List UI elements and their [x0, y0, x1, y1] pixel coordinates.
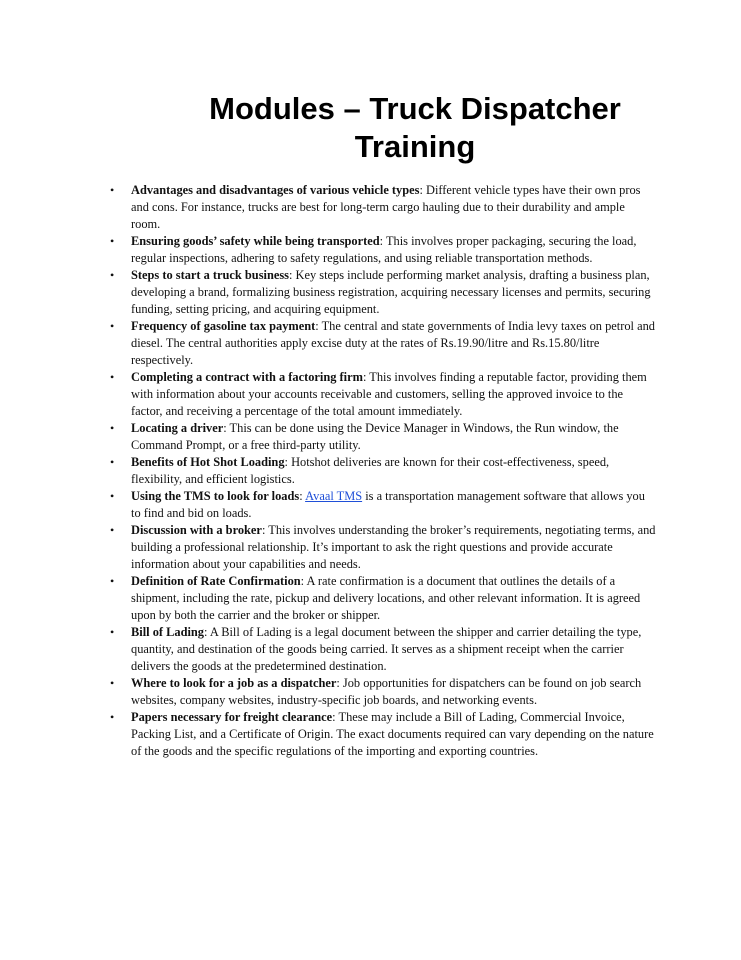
bullet-icon: • — [110, 676, 115, 690]
bullet-icon: • — [110, 370, 115, 384]
item-separator: : — [336, 676, 340, 690]
item-text: This involves finding a reputable factor, providing them with information about your accounts receivable and customers, selling the approved invoice to the factor, and receiving a percentage of the total amount immediately. — [131, 370, 647, 418]
item-text: This involves understanding the broker’s requirements, negotiating terms, and building a professional relationship. It’s important to ask the right questions and provide accurate information about your capabilities and needs. — [131, 523, 656, 571]
list-item — [104, 573, 656, 624]
item-term: Using the TMS to look for loads — [131, 489, 300, 503]
item-term: Papers necessary for freight clearance — [131, 710, 333, 724]
item-separator: : — [379, 234, 384, 248]
item-separator: : — [261, 523, 266, 537]
item-separator: : — [204, 625, 208, 639]
item-term: Discussion with a broker — [131, 523, 262, 537]
list-item — [104, 318, 656, 369]
item-term: Completing a contract with a factoring firm — [131, 370, 363, 384]
item-text: Hotshot deliveries are known for their cost-effectiveness, speed, flexibility, and efficient logistics. — [131, 455, 610, 486]
bullet-icon: • — [110, 523, 115, 537]
item-text: Key steps include performing market analysis, drafting a business plan, developing a brand, formalizing business registration, acquiring necessary licenses and permits, securing funding, setting pricing, and acquiring equipment. — [131, 268, 651, 316]
item-separator: : — [419, 183, 423, 197]
item-text: Job opportunities for dispatchers can be found on job search websites, company websites, industry-specific job boards, and networking events. — [131, 676, 642, 707]
item-separator: : — [300, 574, 305, 588]
modules-list — [104, 182, 656, 760]
item-separator: : — [223, 421, 227, 435]
item-term: Frequency of gasoline tax payment — [131, 319, 316, 333]
item-term: Definition of Rate Confirmation — [131, 574, 301, 588]
list-item — [104, 182, 656, 233]
list-item — [104, 420, 656, 454]
list-item — [104, 233, 656, 267]
item-text: This involves proper packaging, securing the load, regular inspections, adhering to safety regulations, and using reliable transportation methods. — [131, 234, 637, 265]
item-separator: : — [284, 455, 288, 469]
bullet-icon: • — [110, 489, 115, 503]
bullet-icon: • — [110, 183, 115, 197]
item-term: Ensuring goods’ safety while being transported — [131, 234, 380, 248]
list-item — [104, 709, 656, 760]
item-separator: : — [332, 710, 336, 724]
item-separator: : — [315, 319, 319, 333]
item-text: This can be done using the Device Manager in Windows, the Run window, the Command Prompt, or a free third-party utility. — [131, 421, 619, 452]
item-term: Locating a driver — [131, 421, 224, 435]
item-separator: : — [362, 370, 367, 384]
bullet-icon: • — [110, 421, 115, 435]
bullet-icon: • — [110, 625, 115, 639]
list-item — [104, 267, 656, 318]
item-text: A rate confirmation is a document that outlines the details of a shipment, including the rate, pickup and delivery locations, and other relevant information. It is agreed upon by both the carrier and the broker or shipper. — [131, 574, 641, 622]
bullet-icon: • — [110, 710, 115, 724]
list-item — [104, 675, 656, 709]
item-term: Where to look for a job as a dispatcher — [131, 676, 337, 690]
page-title — [0, 90, 741, 166]
item-text: Different vehicle types have their own pros and cons. For instance, trucks are best for long-term cargo hauling due to their durability and ample room. — [131, 183, 641, 231]
bullet-icon: • — [110, 455, 115, 469]
bullet-icon: • — [110, 234, 115, 248]
list-item — [104, 624, 656, 675]
list-item — [104, 454, 656, 488]
bullet-icon: • — [110, 319, 115, 333]
item-text: A Bill of Lading is a legal document between the shipper and carrier detailing the type, quantity, and destination of the goods being carried. It serves as a shipment receipt when the carrier delivers the goods at the predetermined destination. — [131, 625, 642, 673]
item-text: The central and state governments of India levy taxes on petrol and diesel. The central authorities apply excise duty at the rates of Rs.19.90/litre and Rs.15.80/litre respectively. — [131, 319, 655, 367]
list-item — [104, 522, 656, 573]
item-separator: : — [299, 489, 303, 503]
item-text: is a transportation management software that allows you to find and bid on loads. — [131, 489, 645, 520]
bullet-icon: • — [110, 268, 115, 282]
title-line-1: Modules – Truck Dispatcher — [209, 91, 621, 126]
item-text: These may include a Bill of Lading, Commercial Invoice, Packing List, and a Certificate of Origin. The exact documents required can vary depending on the nature of the goods and the specific regulations of the importing and exporting countries. — [131, 710, 654, 758]
bullet-icon: • — [110, 574, 115, 588]
item-term: Benefits of Hot Shot Loading — [131, 455, 285, 469]
list-item — [104, 369, 656, 420]
item-term: Bill of Lading — [131, 625, 204, 639]
item-separator: : — [289, 268, 293, 282]
list-item — [104, 488, 656, 522]
avaal-tms-link[interactable]: Avaal TMS — [305, 489, 363, 503]
item-term: Steps to start a truck business — [131, 268, 289, 282]
title-line-2: Training — [354, 129, 476, 164]
item-term: Advantages and disadvantages of various vehicle types — [131, 183, 420, 197]
